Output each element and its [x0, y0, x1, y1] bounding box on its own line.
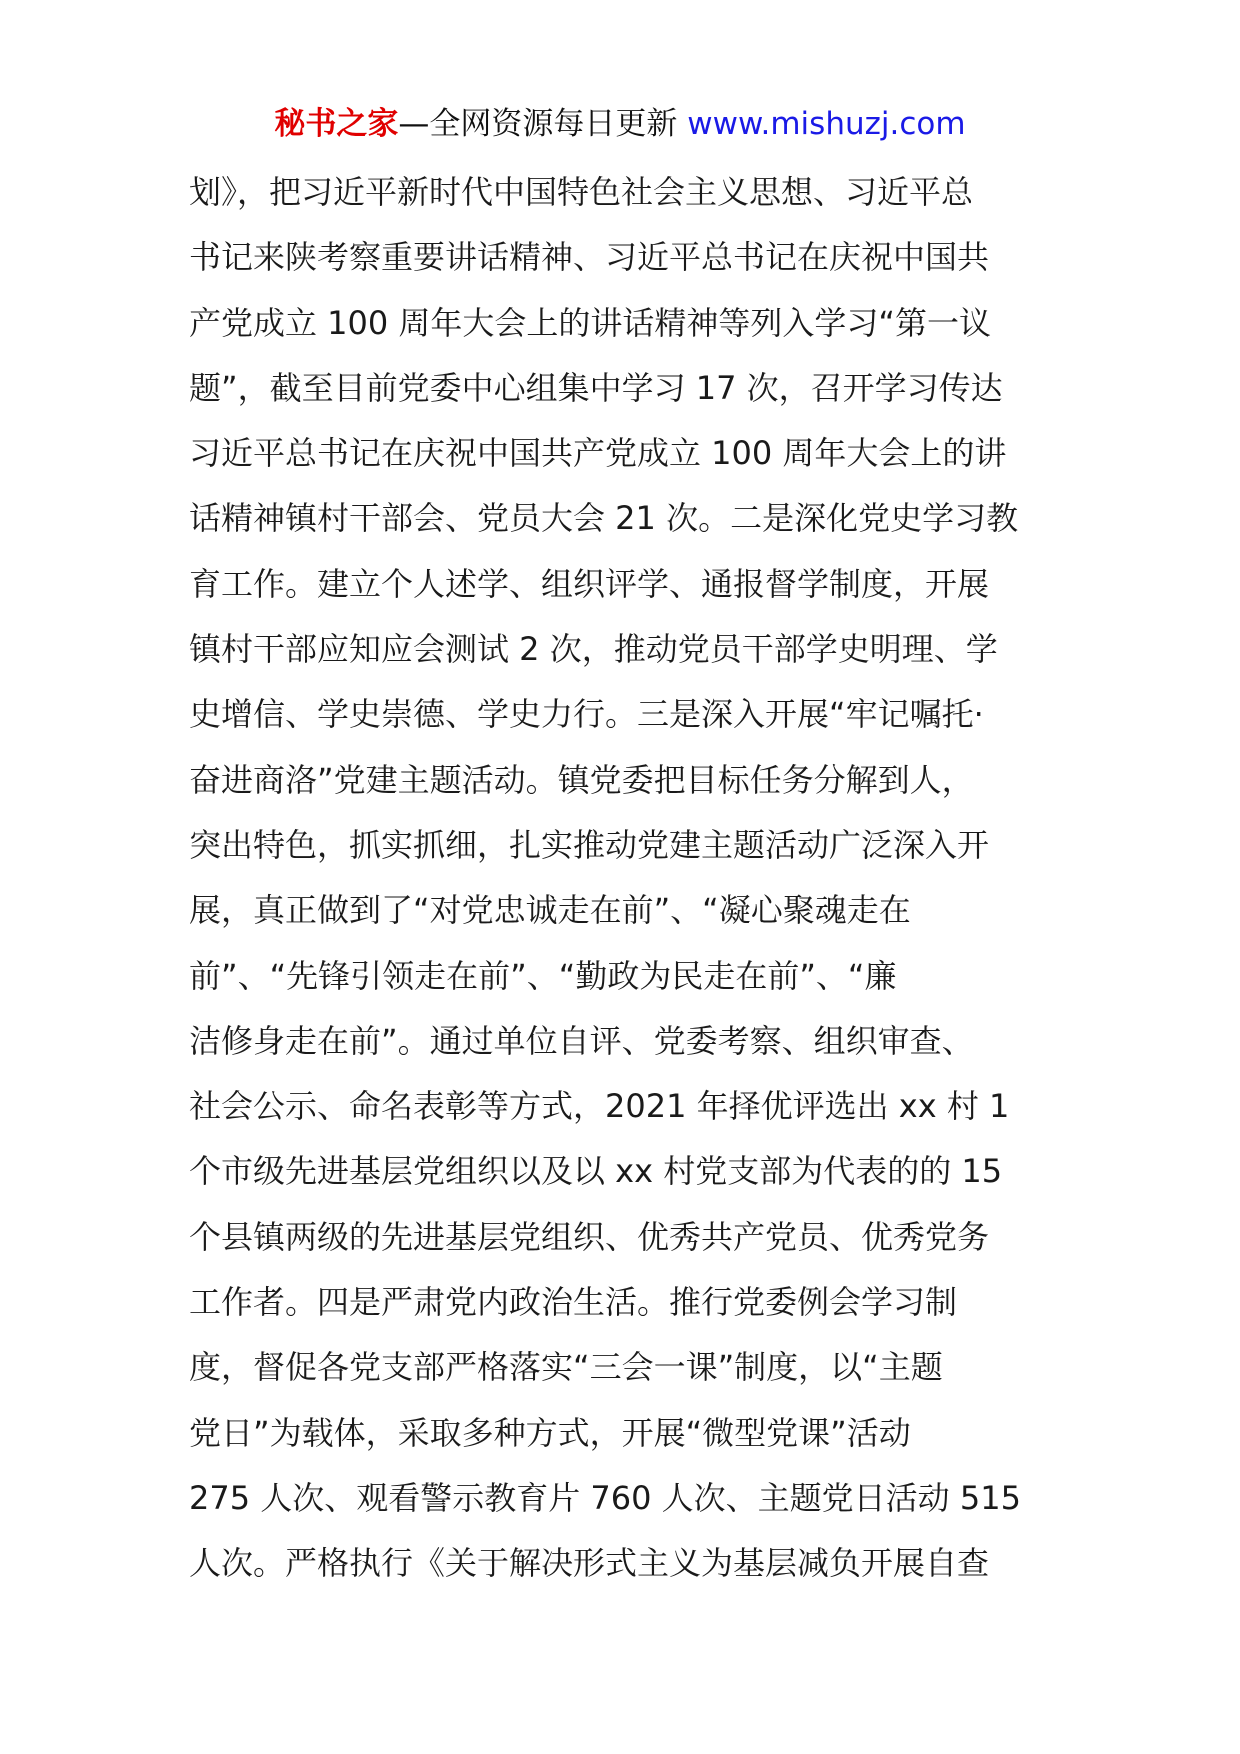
text-line: 史增信、学史崇德、学史力行。三是深入开展“牢记嘱托·: [189, 695, 984, 734]
site-brand: 秘书之家: [274, 106, 399, 142]
text-line: 育工作。建立个人述学、组织评学、通报督学制度，开展: [189, 564, 990, 603]
text-line: 话精神镇村干部会、党员大会 21 次。二是深化党史学习教: [189, 499, 1019, 538]
site-header: [0, 100, 1240, 148]
text-line: 党日”为载体，采取多种方式，开展“微型党课”活动: [189, 1413, 911, 1452]
text-line: 划》，把习近平新时代中国特色社会主义思想、习近平总: [189, 173, 974, 211]
text-line: 习近平总书记在庆祝中国共产党成立 100 周年大会上的讲: [189, 434, 1007, 473]
site-tagline: —全网资源每日更新: [398, 106, 678, 142]
text-line: 人次。严格执行《关于解决形式主义为基层减负开展自查: [189, 1544, 990, 1583]
text-line: 产党成立 100 周年大会上的讲话精神等列入学习“第一议: [189, 303, 992, 342]
text-line: 275 人次、观看警示教育片 760 人次、主题党日活动 515: [189, 1478, 1021, 1517]
text-line: 镇村干部应知应会测试 2 次，推动党员干部学史明理、学: [189, 630, 998, 669]
text-line: 展，真正做到了“对党忠诚走在前”、“凝心聚魂走在: [189, 891, 911, 930]
text-line: 突出特色，抓实抓细，扎实推动党建主题活动广泛深入开: [189, 825, 990, 864]
text-line: 奋进商洛”党建主题活动。镇党委把目标任务分解到人，: [189, 760, 974, 799]
text-line: 个市级先进基层党组织以及以 xx 村党支部为代表的的 15: [189, 1152, 1003, 1191]
text-line: 洁修身走在前”。通过单位自评、党委考察、组织审查、: [189, 1021, 974, 1060]
text-line: 度，督促各党支部严格落实“三会一课”制度，以“主题: [189, 1348, 943, 1387]
document-body: [189, 160, 1069, 1597]
text-line: 社会公示、命名表彰等方式，2021 年择优评选出 xx 村 1: [189, 1087, 1010, 1126]
text-line: 个县镇两级的先进基层党组织、优秀共产党员、优秀党务: [189, 1217, 990, 1256]
text-line: 工作者。四是严肃党内政治生活。推行党委例会学习制: [189, 1283, 958, 1322]
text-line: 题”，截至目前党委中心组集中学习 17 次，召开学习传达: [189, 368, 1003, 407]
text-line: 前”、“先锋引领走在前”、“勤政为民走在前”、“廉: [189, 956, 897, 995]
site-url-link[interactable]: www.mishuzj.com: [687, 106, 966, 142]
text-line: 书记来陕考察重要讲话精神、习近平总书记在庆祝中国共: [189, 238, 990, 277]
